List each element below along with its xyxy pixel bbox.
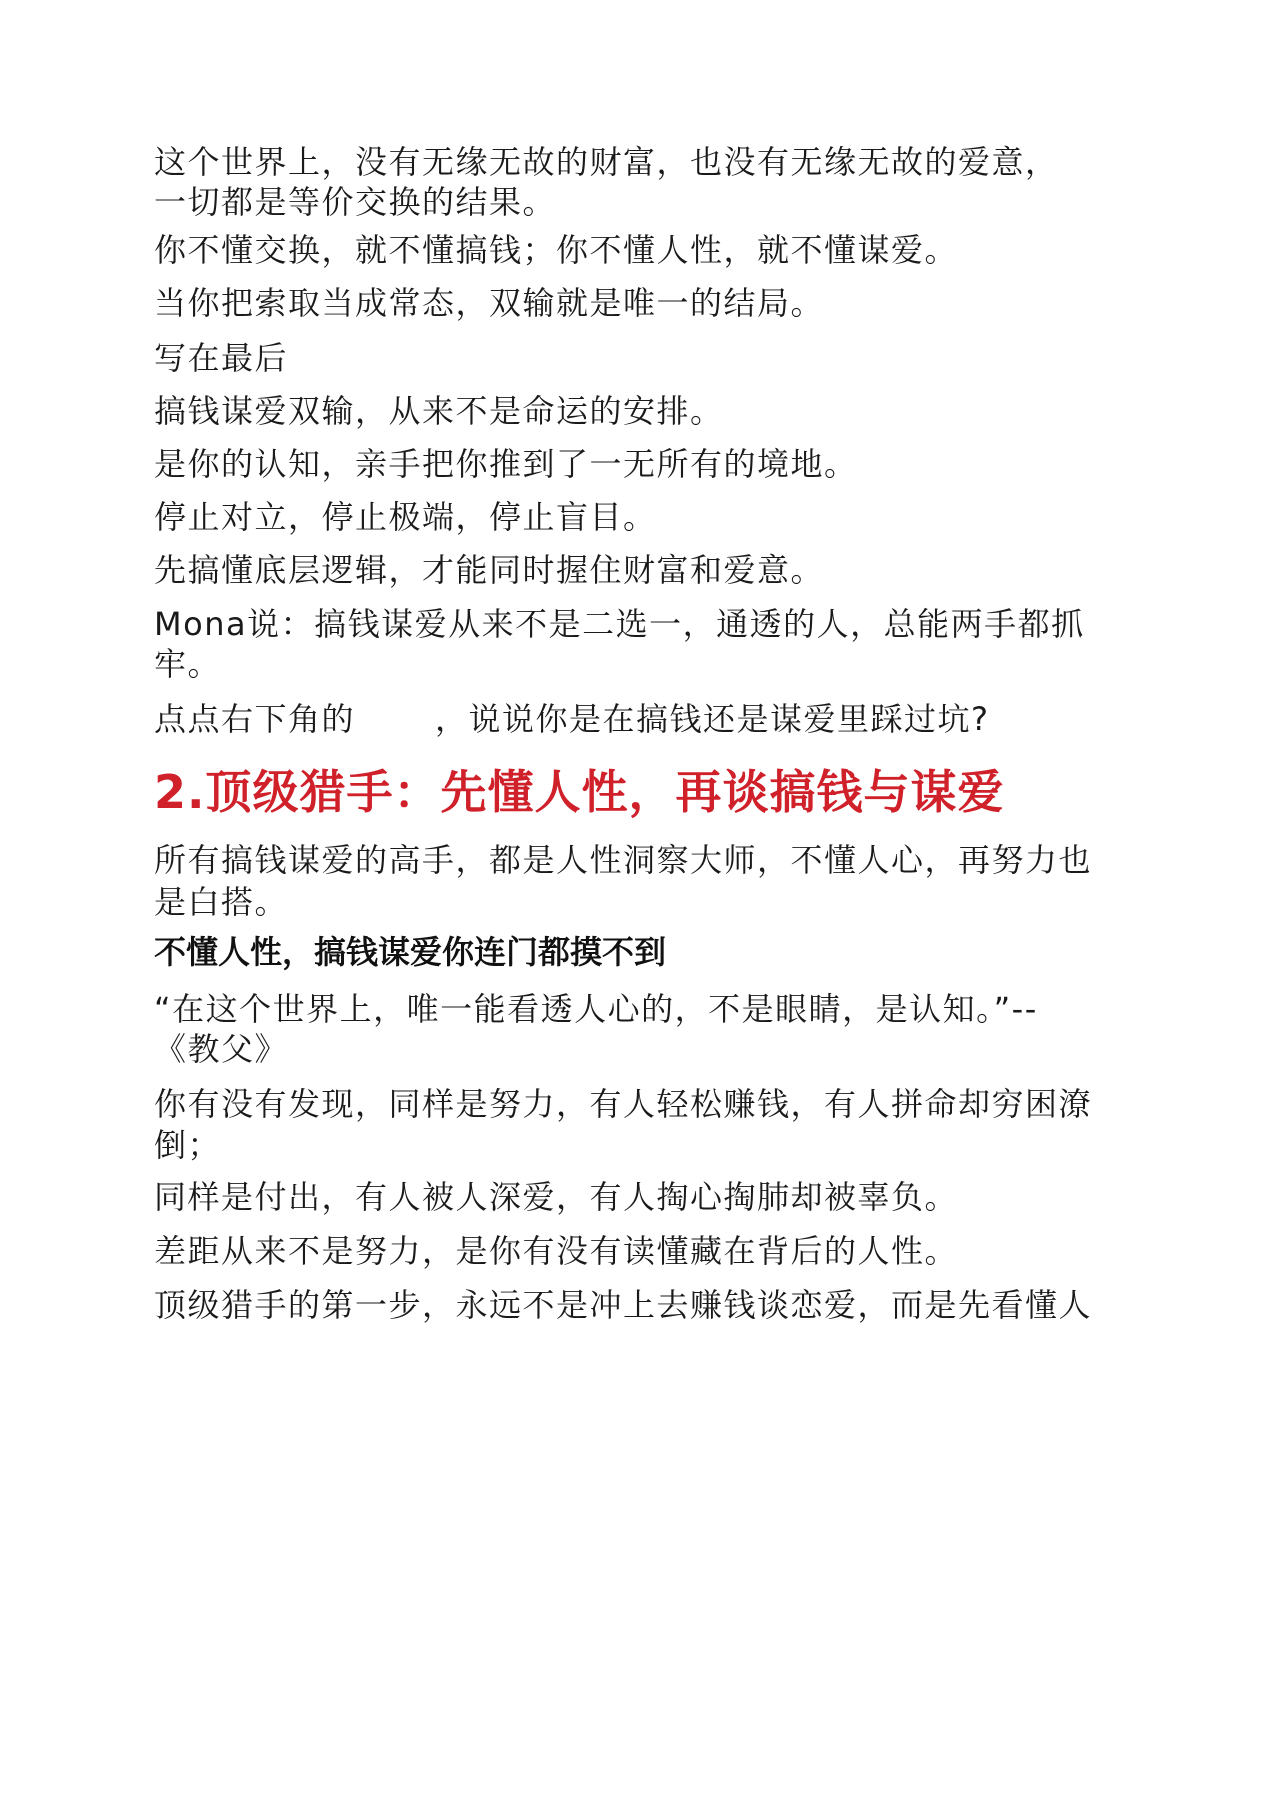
paragraph-line: 当你把索取当成常态，双输就是唯一的结局。 xyxy=(154,284,825,322)
call-to-action-text: 点点右下角的 xyxy=(154,700,356,738)
quote-line: 《教父》 xyxy=(154,1030,289,1068)
paragraph-line: 你有没有发现，同样是努力，有人轻松赚钱，有人拼命却穷困潦 xyxy=(154,1085,1093,1123)
paragraph-line: 一切都是等价交换的结果。 xyxy=(154,183,557,221)
paragraph-line: 停止对立，停止极端，停止盲目。 xyxy=(154,498,657,536)
paragraph-line: Mona说：搞钱谋爱从来不是二选一，通透的人，总能两手都抓 xyxy=(154,605,1085,643)
section-subheading: 不懂人性，搞钱谋爱你连门都摸不到 xyxy=(154,933,667,971)
paragraph-line: 是你的认知，亲手把你推到了一无所有的境地。 xyxy=(154,445,858,483)
paragraph-line: 搞钱谋爱双输，从来不是命运的安排。 xyxy=(154,392,724,430)
paragraph-line: 你不懂交换，就不懂搞钱；你不懂人性，就不懂谋爱。 xyxy=(154,231,959,269)
paragraph-line: 同样是付出，有人被人深爱，有人掏心掏肺却被辜负。 xyxy=(154,1178,959,1216)
paragraph-line: 是白搭。 xyxy=(154,883,289,921)
call-to-action-line xyxy=(154,694,990,744)
call-to-action-text: ，说说你是在搞钱还是谋爱里踩过坑? xyxy=(435,700,990,738)
section-heading: 2.顶级猎手：先懂人性，再谈搞钱与谋爱 xyxy=(154,765,1005,819)
paragraph-line: 所有搞钱谋爱的高手，都是人性洞察大师，不懂人心，再努力也 xyxy=(154,841,1093,879)
paragraph-line: 写在最后 xyxy=(154,339,289,377)
paragraph-line: 顶级猎手的第一步，永远不是冲上去赚钱谈恋爱，而是先看懂人 xyxy=(154,1286,1093,1324)
paragraph-line: 差距从来不是努力，是你有没有读懂藏在背后的人性。 xyxy=(154,1232,959,1270)
paragraph-line: 先搞懂底层逻辑，才能同时握住财富和爱意。 xyxy=(154,551,825,589)
quote-line: “在这个世界上，唯一能看透人心的，不是眼睛，是认知。”-- xyxy=(154,990,1038,1028)
paragraph-line: 牢。 xyxy=(154,645,222,683)
paragraph-line: 这个世界上，没有无缘无故的财富，也没有无缘无故的爱意， xyxy=(154,143,1059,181)
paragraph-line: 倒； xyxy=(154,1126,222,1164)
